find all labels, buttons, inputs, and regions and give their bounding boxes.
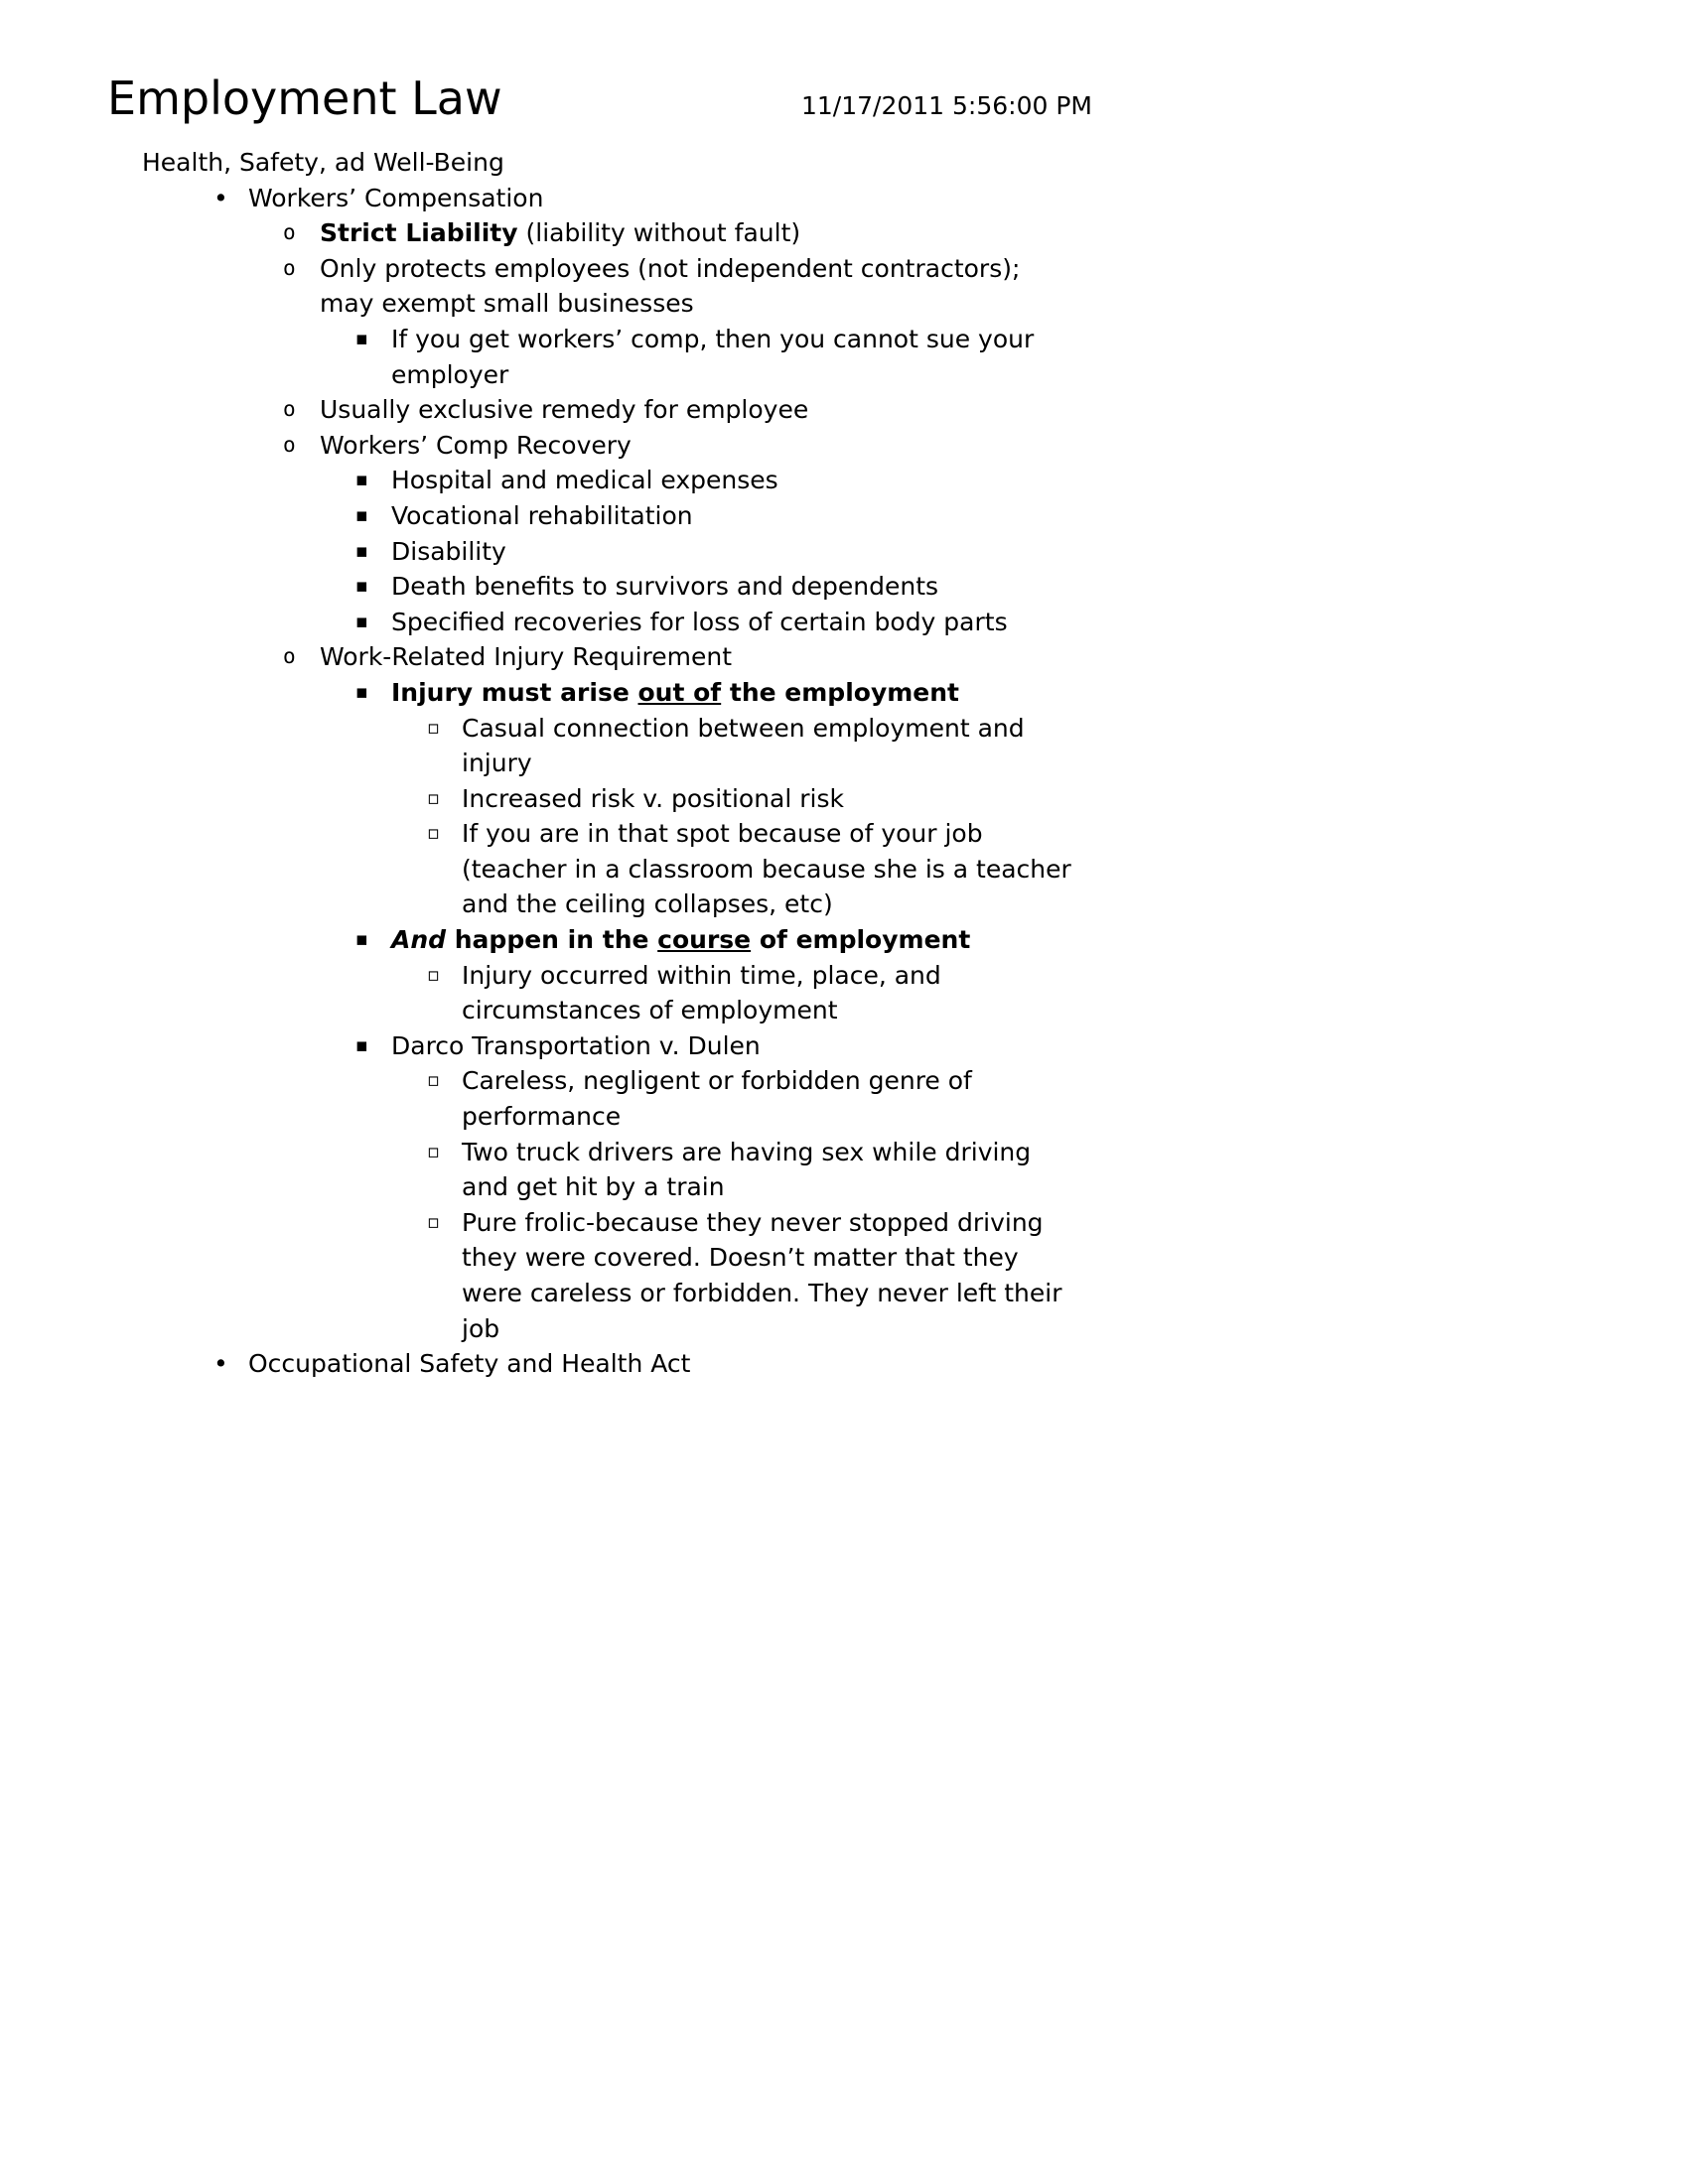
item-text: [391, 572, 938, 601]
bullet-osquare-icon: ▫: [427, 1210, 440, 1233]
bullet-square-icon: ▪: [355, 680, 368, 703]
item-text: [320, 395, 808, 424]
item-text: [462, 961, 941, 1025]
item-text: [391, 466, 778, 494]
item-text: [462, 784, 844, 813]
outline-item: [107, 215, 1076, 251]
document-timestamp: 11/17/2011 5:56:00 PM: [800, 91, 1092, 120]
item-text: [391, 678, 959, 707]
text-segment: Careless, negligent or forbidden genre of performance: [462, 1066, 972, 1132]
text-segment: If you are in that spot because of your job (teacher in a classroom because she is a teacher and the ceiling collapses, etc): [462, 819, 1071, 919]
bullet-osquare-icon: ▫: [427, 786, 440, 809]
item-text: [462, 1138, 1031, 1202]
text-segment: Workers’ Compensation: [248, 183, 544, 212]
outline-item: [107, 569, 1076, 605]
outline-item: [107, 322, 1076, 392]
page-title: Employment Law: [107, 71, 502, 125]
text-segment: Casual connection between employment and injury: [462, 713, 1025, 778]
item-text: [320, 642, 732, 671]
outline-item: [107, 392, 1076, 428]
bullet-osquare-icon: ▫: [427, 963, 440, 986]
item-text: [462, 1066, 972, 1131]
outline-item: [107, 181, 1076, 216]
item-text: [248, 184, 543, 212]
text-segment: Injury occurred within time, place, and circumstances of employment: [462, 960, 941, 1025]
text-segment: And: [391, 925, 447, 955]
outline-item: [107, 711, 1076, 781]
outline-item: [107, 781, 1076, 817]
text-segment: Injury must arise: [391, 677, 638, 707]
text-segment: course: [657, 925, 752, 955]
text-segment: Workers’ Comp Recovery: [320, 430, 632, 460]
bullet-osquare-icon: ▫: [427, 1140, 440, 1162]
outline-item: [107, 816, 1076, 922]
item-text: [462, 819, 1071, 918]
text-segment: Death benefits to survivors and dependents: [391, 572, 939, 602]
outline-item: [107, 498, 1076, 534]
text-segment: Two truck drivers are having sex while driving and get hit by a train: [462, 1137, 1032, 1202]
text-segment: If you get workers’ comp, then you cannot sue your employer: [391, 324, 1035, 389]
text-segment: Occupational Safety and Health Act: [248, 1349, 691, 1379]
outline: [107, 145, 1076, 1382]
outline-item: [107, 1346, 1076, 1382]
text-segment: Vocational rehabilitation: [391, 500, 693, 530]
text-segment: Specified recoveries for loss of certain body parts: [391, 607, 1008, 636]
text-segment: out of: [637, 677, 722, 707]
outline-item: [107, 145, 1076, 181]
text-segment: (liability without fault): [517, 218, 801, 248]
text-segment: Usually exclusive remedy for employee: [320, 395, 809, 425]
document-header: [107, 71, 1092, 125]
text-segment: Work-Related Injury Requirement: [320, 642, 733, 672]
bullet-disc-icon: •: [213, 183, 228, 212]
item-text: [391, 1031, 761, 1060]
outline-item: [107, 463, 1076, 498]
bullet-circle-icon: o: [283, 397, 296, 422]
bullet-square-icon: ▪: [355, 503, 368, 526]
outline-item: [107, 428, 1076, 464]
text-segment: Disability: [391, 536, 506, 566]
bullet-disc-icon: •: [213, 1349, 228, 1379]
text-segment: Darco Transportation v. Dulen: [391, 1030, 761, 1060]
outline-item: [107, 922, 1076, 958]
item-text: [320, 431, 632, 460]
bullet-osquare-icon: ▫: [427, 822, 440, 845]
item-text: [462, 714, 1025, 778]
text-segment: Only protects employees (not independent contractors); may exempt small businesses: [320, 253, 1021, 319]
bullet-square-icon: ▪: [355, 539, 368, 562]
text-segment: the employment: [721, 677, 959, 707]
outline-item: [107, 534, 1076, 570]
item-text: [391, 925, 970, 954]
text-segment: Strict Liability: [320, 218, 518, 248]
bullet-square-icon: ▪: [355, 928, 368, 951]
text-segment: Hospital and medical expenses: [391, 466, 778, 495]
bullet-square-icon: ▪: [355, 610, 368, 632]
text-segment: Pure frolic-because they never stopped driving they were covered. Doesn’t matter that they were careless or forbidden. They never left their job: [462, 1207, 1062, 1343]
bullet-circle-icon: o: [283, 255, 296, 280]
bullet-square-icon: ▪: [355, 469, 368, 491]
item-text: [391, 501, 693, 530]
bullet-square-icon: ▪: [355, 575, 368, 598]
outline-item: [107, 1205, 1076, 1346]
bullet-square-icon: ▪: [355, 1033, 368, 1056]
item-text: [320, 218, 800, 247]
outline-item: [107, 675, 1076, 711]
bullet-osquare-icon: ▫: [427, 1069, 440, 1092]
item-text: [320, 254, 1020, 319]
bullet-circle-icon: o: [283, 644, 296, 669]
outline-item: [107, 251, 1076, 322]
bullet-circle-icon: o: [283, 432, 296, 457]
item-text: [391, 537, 506, 566]
item-text: [142, 148, 504, 177]
outline-item: [107, 639, 1076, 675]
outline-item: [107, 1028, 1076, 1064]
text-segment: happen in the: [446, 925, 658, 955]
text-segment: Increased risk v. positional risk: [462, 783, 844, 813]
outline-item: [107, 958, 1076, 1028]
item-text: [391, 325, 1034, 389]
outline-item: [107, 605, 1076, 640]
item-text: [248, 1349, 690, 1378]
outline-item: [107, 1135, 1076, 1205]
bullet-osquare-icon: ▫: [427, 716, 440, 739]
text-segment: Health, Safety, ad Well-Being: [142, 148, 504, 177]
outline-item: [107, 1063, 1076, 1134]
bullet-circle-icon: o: [283, 220, 296, 245]
item-text: [391, 608, 1008, 636]
bullet-square-icon: ▪: [355, 327, 368, 349]
text-segment: of employment: [751, 925, 971, 955]
item-text: [462, 1208, 1062, 1343]
